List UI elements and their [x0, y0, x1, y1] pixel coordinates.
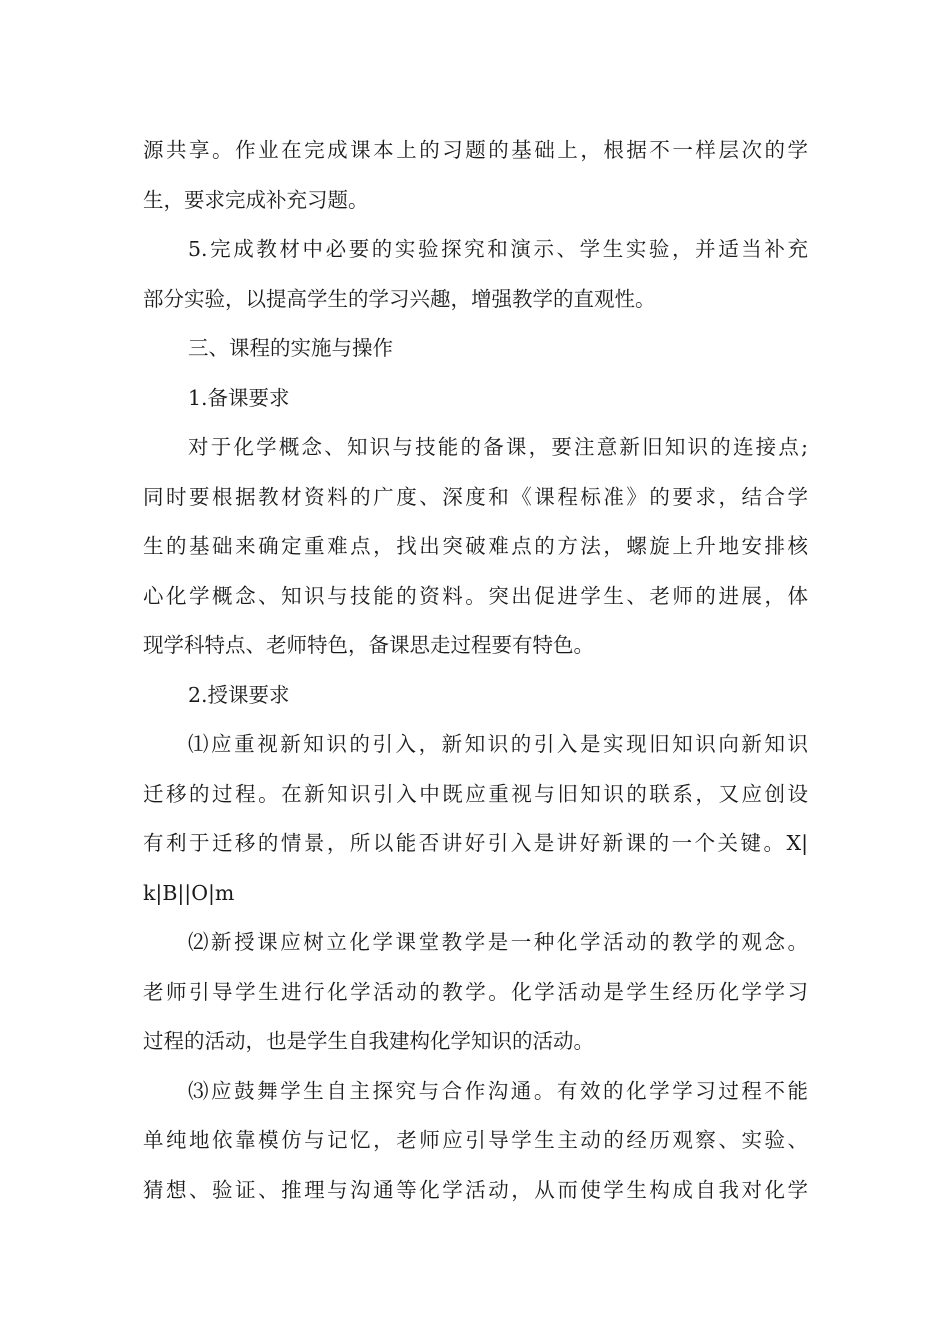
text-line: 生，要求完成补充习题。: [143, 187, 369, 212]
text-line: 部分实验，以提高学生的学习兴趣，增强教学的直观性。: [143, 286, 656, 311]
text-line: 三、课程的实施与操作: [188, 336, 393, 360]
text-line: 1.备课要求: [188, 385, 290, 410]
text-line: 生的基础来确定重难点，找出突破难点的方法，螺旋上升地安排核: [143, 534, 808, 558]
text-line: 同时要根据教材资料的广度、深度和《课程标准》的要求，结合学: [143, 484, 808, 509]
text-line: ⑵新授课应树立化学课堂教学是一种化学活动的教学的观念。: [188, 930, 808, 954]
document-page: [143, 126, 808, 1215]
text-line: 过程的活动，也是学生自我建构化学知识的活动。: [143, 1029, 594, 1053]
text-line: 源共享。作业在完成课本上的习题的基础上，根据不一样层次的学: [143, 138, 808, 162]
text-line: 有利于迁移的情景，所以能否讲好引入是讲好新课的一个关键。X|: [143, 831, 808, 855]
text-line: 对于化学概念、知识与技能的备课，要注意新旧知识的连接点;: [188, 435, 808, 459]
text-line: 5.完成教材中必要的实验探究和演示、学生实验，并适当补充: [188, 237, 808, 261]
text-line: ⑴应重视新知识的引入，新知识的引入是实现旧知识向新知识: [188, 732, 808, 756]
text-line: 迁移的过程。在新知识引入中既应重视与旧知识的联系，又应创设: [143, 781, 808, 806]
text-line: k|B||O|m: [143, 880, 235, 905]
text-line: 现学科特点、老师特色，备课思走过程要有特色。: [143, 633, 594, 657]
text-line: 单纯地依靠模仿与记忆，老师应引导学生主动的经历观察、实验、: [143, 1128, 808, 1152]
text-line: 老师引导学生进行化学活动的教学。化学活动是学生经历化学学习: [143, 979, 808, 1004]
text-line: ⑶应鼓舞学生自主探究与合作沟通。有效的化学学习过程不能: [188, 1078, 808, 1103]
text-line: 心化学概念、知识与技能的资料。突出促进学生、老师的进展，体: [143, 583, 808, 608]
text-line: 猜想、验证、推理与沟通等化学活动，从而使学生构成自我对化学: [143, 1177, 808, 1202]
text-line: 2.授课要求: [188, 682, 290, 707]
